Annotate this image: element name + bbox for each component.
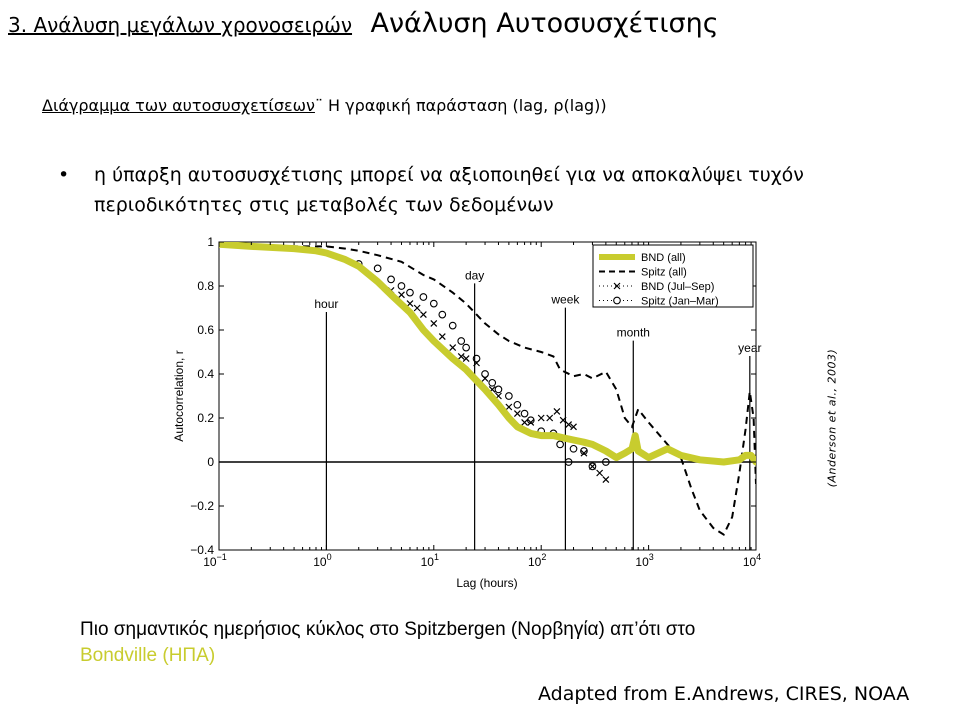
y-tick-label: 0.4: [197, 367, 214, 381]
event-label-month: month: [616, 325, 650, 340]
x-tick-exponent: 1: [433, 552, 439, 562]
side-citation-text: (Anderson et al., 2003): [825, 348, 839, 488]
x-tick-base: 10: [635, 555, 649, 569]
x-tick-label: [421, 552, 439, 569]
event-label-year: year: [738, 341, 762, 355]
event-label-day: day: [464, 268, 485, 283]
y-tick-label: 1: [207, 235, 214, 249]
main-title: Ανάλυση Αυτοσυσχέτισης: [370, 8, 719, 39]
x-axis-label: Lag (hours): [456, 576, 518, 590]
caption-highlight: Bondville (ΗΠΑ): [80, 645, 216, 666]
x-tick-label: [635, 552, 653, 569]
x-tick-base: 10: [420, 555, 434, 569]
y-tick-label: 0.8: [197, 279, 214, 293]
chart-legend: [593, 245, 753, 308]
y-tick-label: 0.2: [197, 411, 214, 425]
x-tick-exponent: 3: [648, 552, 654, 562]
x-tick-base: 10: [313, 555, 327, 569]
bullet-dot: •: [58, 164, 70, 186]
side-citation: [825, 348, 842, 488]
x-tick-label: [313, 552, 331, 569]
x-tick-label: [743, 552, 761, 569]
source-credit: Adapted from E.Andrews, CIRES, NOAA: [538, 683, 910, 705]
x-tick-exponent: 0: [326, 552, 332, 562]
x-tick-base: 10: [742, 555, 757, 569]
legend-label: Spitz (all): [641, 266, 687, 279]
legend-label: BND (Jul–Sep): [641, 281, 715, 293]
subtitle-label: Διάγραμμα των αυτοσυσχετίσεων: [42, 96, 315, 115]
y-tick-label: 0: [207, 455, 214, 469]
x-tick-exponent: 4: [756, 552, 762, 562]
autocorrelation-chart: [165, 230, 765, 590]
event-label-hour: hour: [314, 297, 339, 311]
title-row: [8, 8, 719, 48]
legend-label: BND (all): [641, 252, 686, 264]
caption: [80, 617, 900, 669]
x-tick-base: 10: [203, 555, 217, 569]
legend-label: Spitz (Jan–Mar): [641, 295, 719, 308]
event-label-week: week: [551, 292, 580, 307]
y-tick-label: 0.6: [197, 323, 214, 337]
bullet-text: η ύπαρξη αυτοσυσχέτισης μπορεί να αξιοποιηθεί για να αποκαλύψει τυχόν περιοδικότητες στις μεταβολές των δεδομένων: [94, 164, 804, 216]
y-axis-label: Autocorrelation, r: [172, 350, 186, 442]
x-tick-exponent: −1: [216, 552, 227, 562]
y-tick-label: −0.2: [190, 499, 214, 513]
legend-swatch-o: [614, 297, 621, 304]
x-tick-exponent: 2: [541, 552, 547, 562]
x-tick-label: [528, 552, 546, 569]
subtitle: [42, 96, 607, 115]
x-tick-base: 10: [528, 555, 542, 569]
subtitle-separator: ¨: [314, 96, 323, 115]
y-tick-label: −0.4: [190, 543, 214, 557]
caption-main: Πιο σημαντικός ημερήσιος κύκλος στο Spitzbergen (Νορβηγία) απ’ότι στο: [80, 619, 696, 640]
section-title: 3. Ανάλυση μεγάλων χρονοσειρών: [8, 13, 353, 37]
subtitle-text: Η γραφική παράσταση (lag, ρ(lag)): [322, 96, 607, 115]
